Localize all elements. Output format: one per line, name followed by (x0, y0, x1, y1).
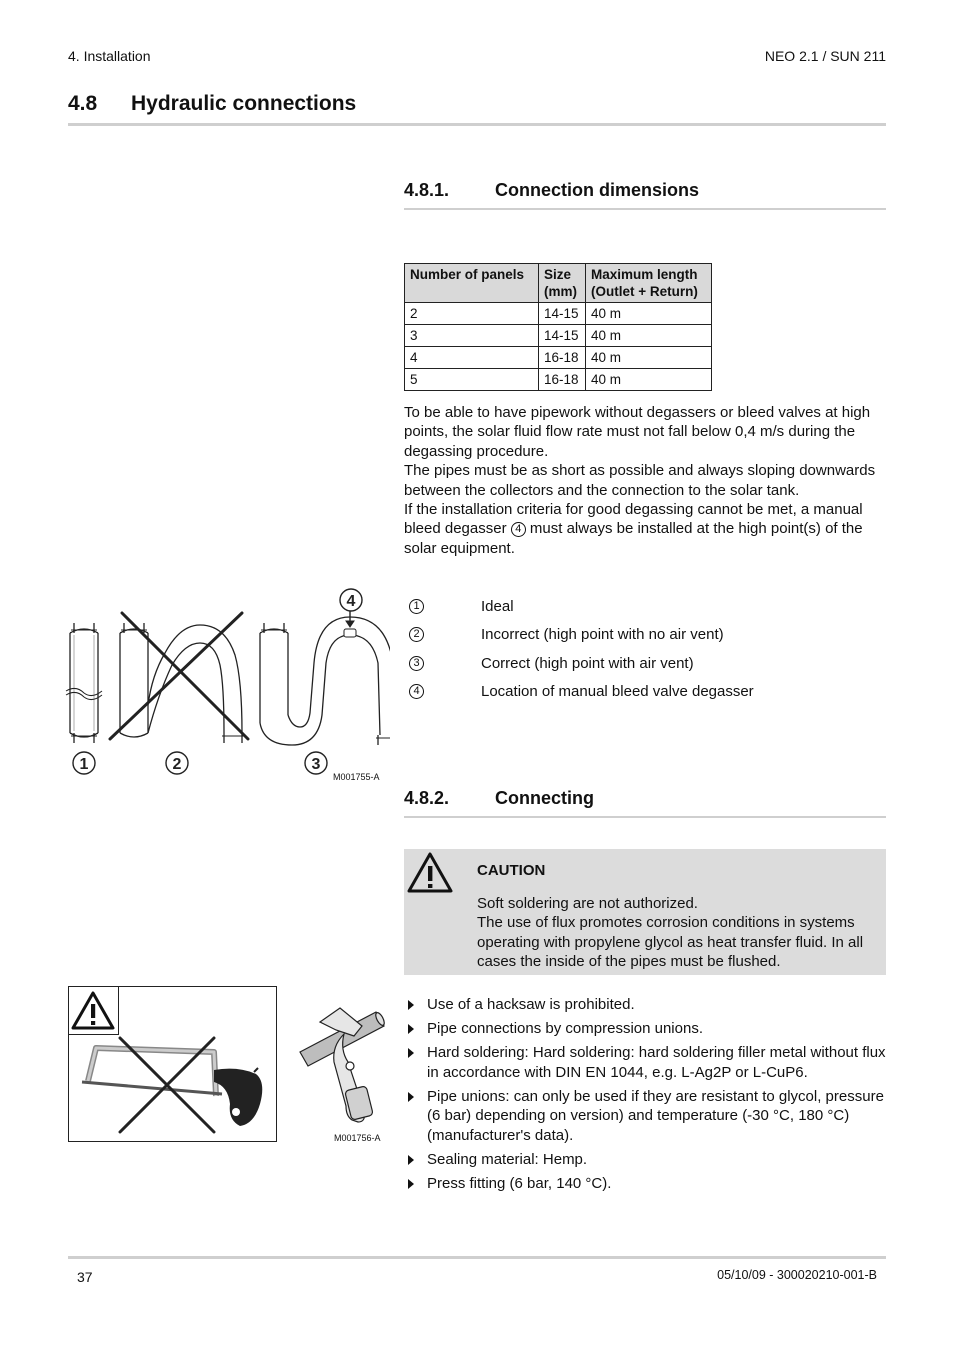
figure-callout-4 (340, 589, 362, 611)
running-header-product: NEO 2.1 / SUN 211 (764, 48, 886, 64)
bullet-arrow-icon (408, 1024, 414, 1034)
legend-label: Correct (high point with air vent) (481, 654, 694, 672)
list-item: Pipe unions: can only be used if they are resistant to glycol, pressure (6 bar) depending on version) and temperature (-30 °C, 180 °C) (manufacturer's data). (404, 1087, 888, 1145)
legend-item (409, 597, 879, 625)
footer-divider (68, 1256, 886, 1259)
svg-text:2: 2 (172, 756, 182, 773)
connection-rules-list (404, 995, 888, 1198)
table-cell: 40 m (586, 347, 712, 369)
subsection-title: Connection dimensions (495, 180, 700, 200)
caution-title: CAUTION (477, 862, 546, 879)
table-cell: 16-18 (539, 369, 586, 391)
table-header-max-length: Maximum length (Outlet + Return) (586, 264, 712, 303)
figure-callout-3 (305, 752, 327, 774)
table-row (405, 325, 712, 347)
paragraph-bleed-degasser: If the installation criteria for good degassing cannot be met, a manual bleed degasser 4 must always be installed at the high point(s) of the solar equipment. (404, 501, 863, 557)
pipe-routing-figure (60, 585, 390, 775)
table-header-size: Size (mm) (539, 264, 586, 303)
circled-number-marker: 2 (409, 627, 424, 642)
table-cell: 4 (405, 347, 539, 369)
circled-number-marker: 4 (409, 684, 424, 699)
paragraph-pipe-slope: The pipes must be as short as possible and always sloping downwards between the collectors and the connection to the solar tank. (404, 462, 876, 499)
table-cell: 40 m (586, 303, 712, 325)
degassing-instructions (404, 403, 888, 558)
table-cell: 40 m (586, 325, 712, 347)
hacksaw-prohibited-figure (68, 986, 277, 1142)
subsection-number: 4.8.1. (404, 180, 450, 200)
list-item: Sealing material: Hemp. (404, 1150, 888, 1169)
caution-box (404, 849, 886, 975)
list-item: Press fitting (6 bar, 140 °C). (404, 1174, 888, 1193)
list-item: Pipe connections by compression unions. (404, 1019, 888, 1038)
svg-text:1: 1 (79, 756, 89, 773)
bullet-arrow-icon (408, 1048, 414, 1058)
legend-item (409, 682, 879, 710)
table-cell: 5 (405, 369, 539, 391)
connection-dimensions-table (404, 263, 712, 391)
figure-code: M001755-A (333, 772, 380, 782)
bullet-arrow-icon (408, 1179, 414, 1189)
running-header-chapter: 4. Installation (68, 48, 151, 64)
subsection-number: 4.8.2. (404, 788, 450, 808)
section-number: 4.8 (68, 92, 98, 115)
caution-text (477, 894, 885, 972)
table-cell: 14-15 (539, 303, 586, 325)
bullet-arrow-icon (408, 1155, 414, 1165)
table-cell: 40 m (586, 369, 712, 391)
table-cell: 2 (405, 303, 539, 325)
bullet-arrow-icon (408, 1000, 414, 1010)
warning-triangle-icon (406, 851, 454, 895)
section-heading (68, 90, 886, 126)
legend-label: Location of manual bleed valve degasser (481, 682, 754, 700)
list-item: Hard soldering: Hard soldering: hard soldering filler metal without flux in accordance with DIN EN 1044, e.g. L-Ag2P or L-CuP6. (404, 1043, 888, 1082)
caution-line: The use of flux promotes corrosion conditions in systems operating with propylene glycol as heat transfer fluid. In all cases the inside of the pipes must be flushed. (477, 914, 864, 971)
table-row (405, 303, 712, 325)
caution-line: Soft soldering are not authorized. (477, 895, 698, 912)
bullet-arrow-icon (408, 1092, 414, 1102)
pipe-cutter-figure (296, 1000, 388, 1125)
subsection-heading-connecting (404, 788, 886, 818)
svg-text:3: 3 (311, 756, 321, 773)
circled-number-marker: 4 (511, 522, 526, 537)
list-item: Use of a hacksaw is prohibited. (404, 995, 888, 1014)
figure-code: M001756-A (334, 1133, 381, 1143)
page-number: 37 (77, 1269, 93, 1285)
legend-item (409, 625, 879, 653)
legend-label: Ideal (481, 598, 514, 615)
table-cell: 16-18 (539, 347, 586, 369)
table-row (405, 369, 712, 391)
document-reference: 05/10/09 - 300020210-001-B (717, 1268, 877, 1282)
subsection-heading-dimensions (404, 180, 886, 210)
figure-legend (409, 597, 879, 710)
figure-callout-1 (73, 752, 95, 774)
table-cell: 14-15 (539, 325, 586, 347)
table-cell: 3 (405, 325, 539, 347)
table-header-row (405, 264, 712, 303)
section-title: Hydraulic connections (131, 92, 357, 115)
legend-item (409, 654, 879, 682)
figure-callout-2 (166, 752, 188, 774)
table-row (405, 347, 712, 369)
subsection-title: Connecting (495, 788, 594, 808)
svg-text:4: 4 (346, 593, 356, 610)
table-header-panels: Number of panels (405, 264, 539, 303)
paragraph-flow-rate: To be able to have pipework without degassers or bleed valves at high points, the solar fluid flow rate must not fall below 0,4 m/s during the degassing procedure. (404, 404, 871, 460)
circled-number-marker: 3 (409, 656, 424, 671)
legend-label: Incorrect (high point with no air vent) (481, 626, 724, 644)
circled-number-marker: 1 (409, 599, 424, 614)
